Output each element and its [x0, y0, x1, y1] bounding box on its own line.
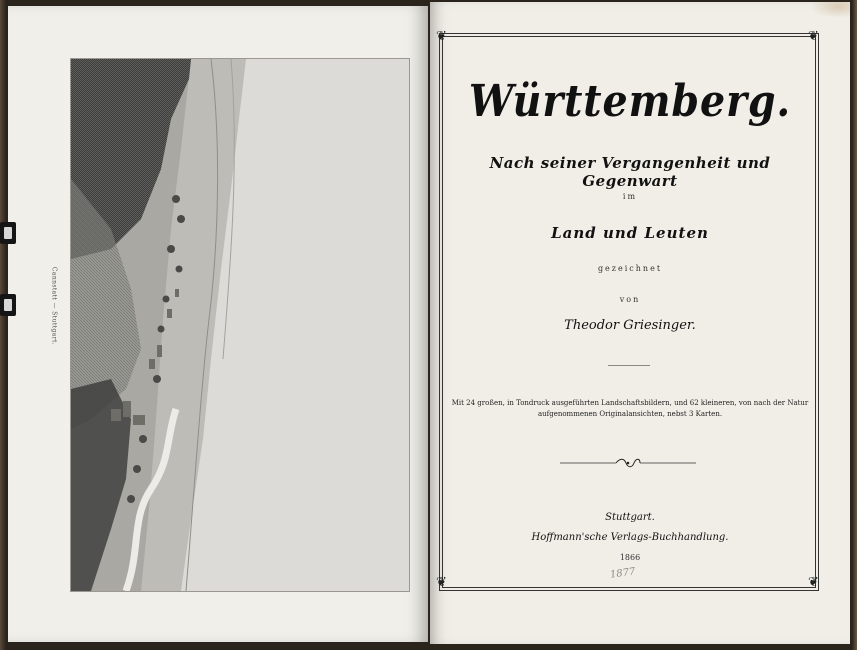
publication-place: Stuttgart.	[605, 512, 655, 523]
description-line-1: Mit 24 großen, in Tondruck ausgeführten Landschaftsbildern, und 62 kleineren, von nach der Natur	[451, 399, 809, 407]
engraving-plate	[70, 58, 410, 592]
book-title: Württemberg.	[468, 76, 792, 127]
land-und-leuten: Land und Leuten	[551, 224, 709, 242]
fleuron-icon: ❦	[436, 29, 447, 44]
book-subtitle: Nach seiner Vergangenheit und Gegenwart	[489, 154, 771, 190]
binder-clip-icon	[0, 222, 16, 244]
scroll-ornament-icon	[560, 458, 696, 468]
left-page	[8, 6, 428, 642]
title-page	[430, 2, 850, 644]
fleuron-icon: ❦	[808, 575, 819, 590]
word-von: von	[619, 295, 641, 304]
publisher-name: Hoffmann'sche Verlags-Buchhandlung.	[531, 532, 729, 543]
publication-year: 1866	[619, 553, 641, 562]
divider-rule	[608, 365, 650, 366]
landscape-engraving	[71, 59, 409, 591]
binder-clip-icon	[0, 294, 16, 316]
pencil-annotation: 1877	[609, 566, 637, 581]
word-im: im	[622, 192, 638, 201]
engraving-caption: Cannstatt — Stuttgart.	[50, 266, 58, 346]
description-line-2: aufgenommenen Originalansichten, nebst 3 Karten.	[537, 410, 723, 418]
word-gezeichnet: gezeichnet	[597, 264, 663, 273]
fleuron-icon: ❦	[436, 575, 447, 590]
fleuron-icon: ❦	[808, 29, 819, 44]
paper-stain	[810, 2, 850, 18]
author-name: Theodor Griesinger.	[564, 318, 696, 333]
